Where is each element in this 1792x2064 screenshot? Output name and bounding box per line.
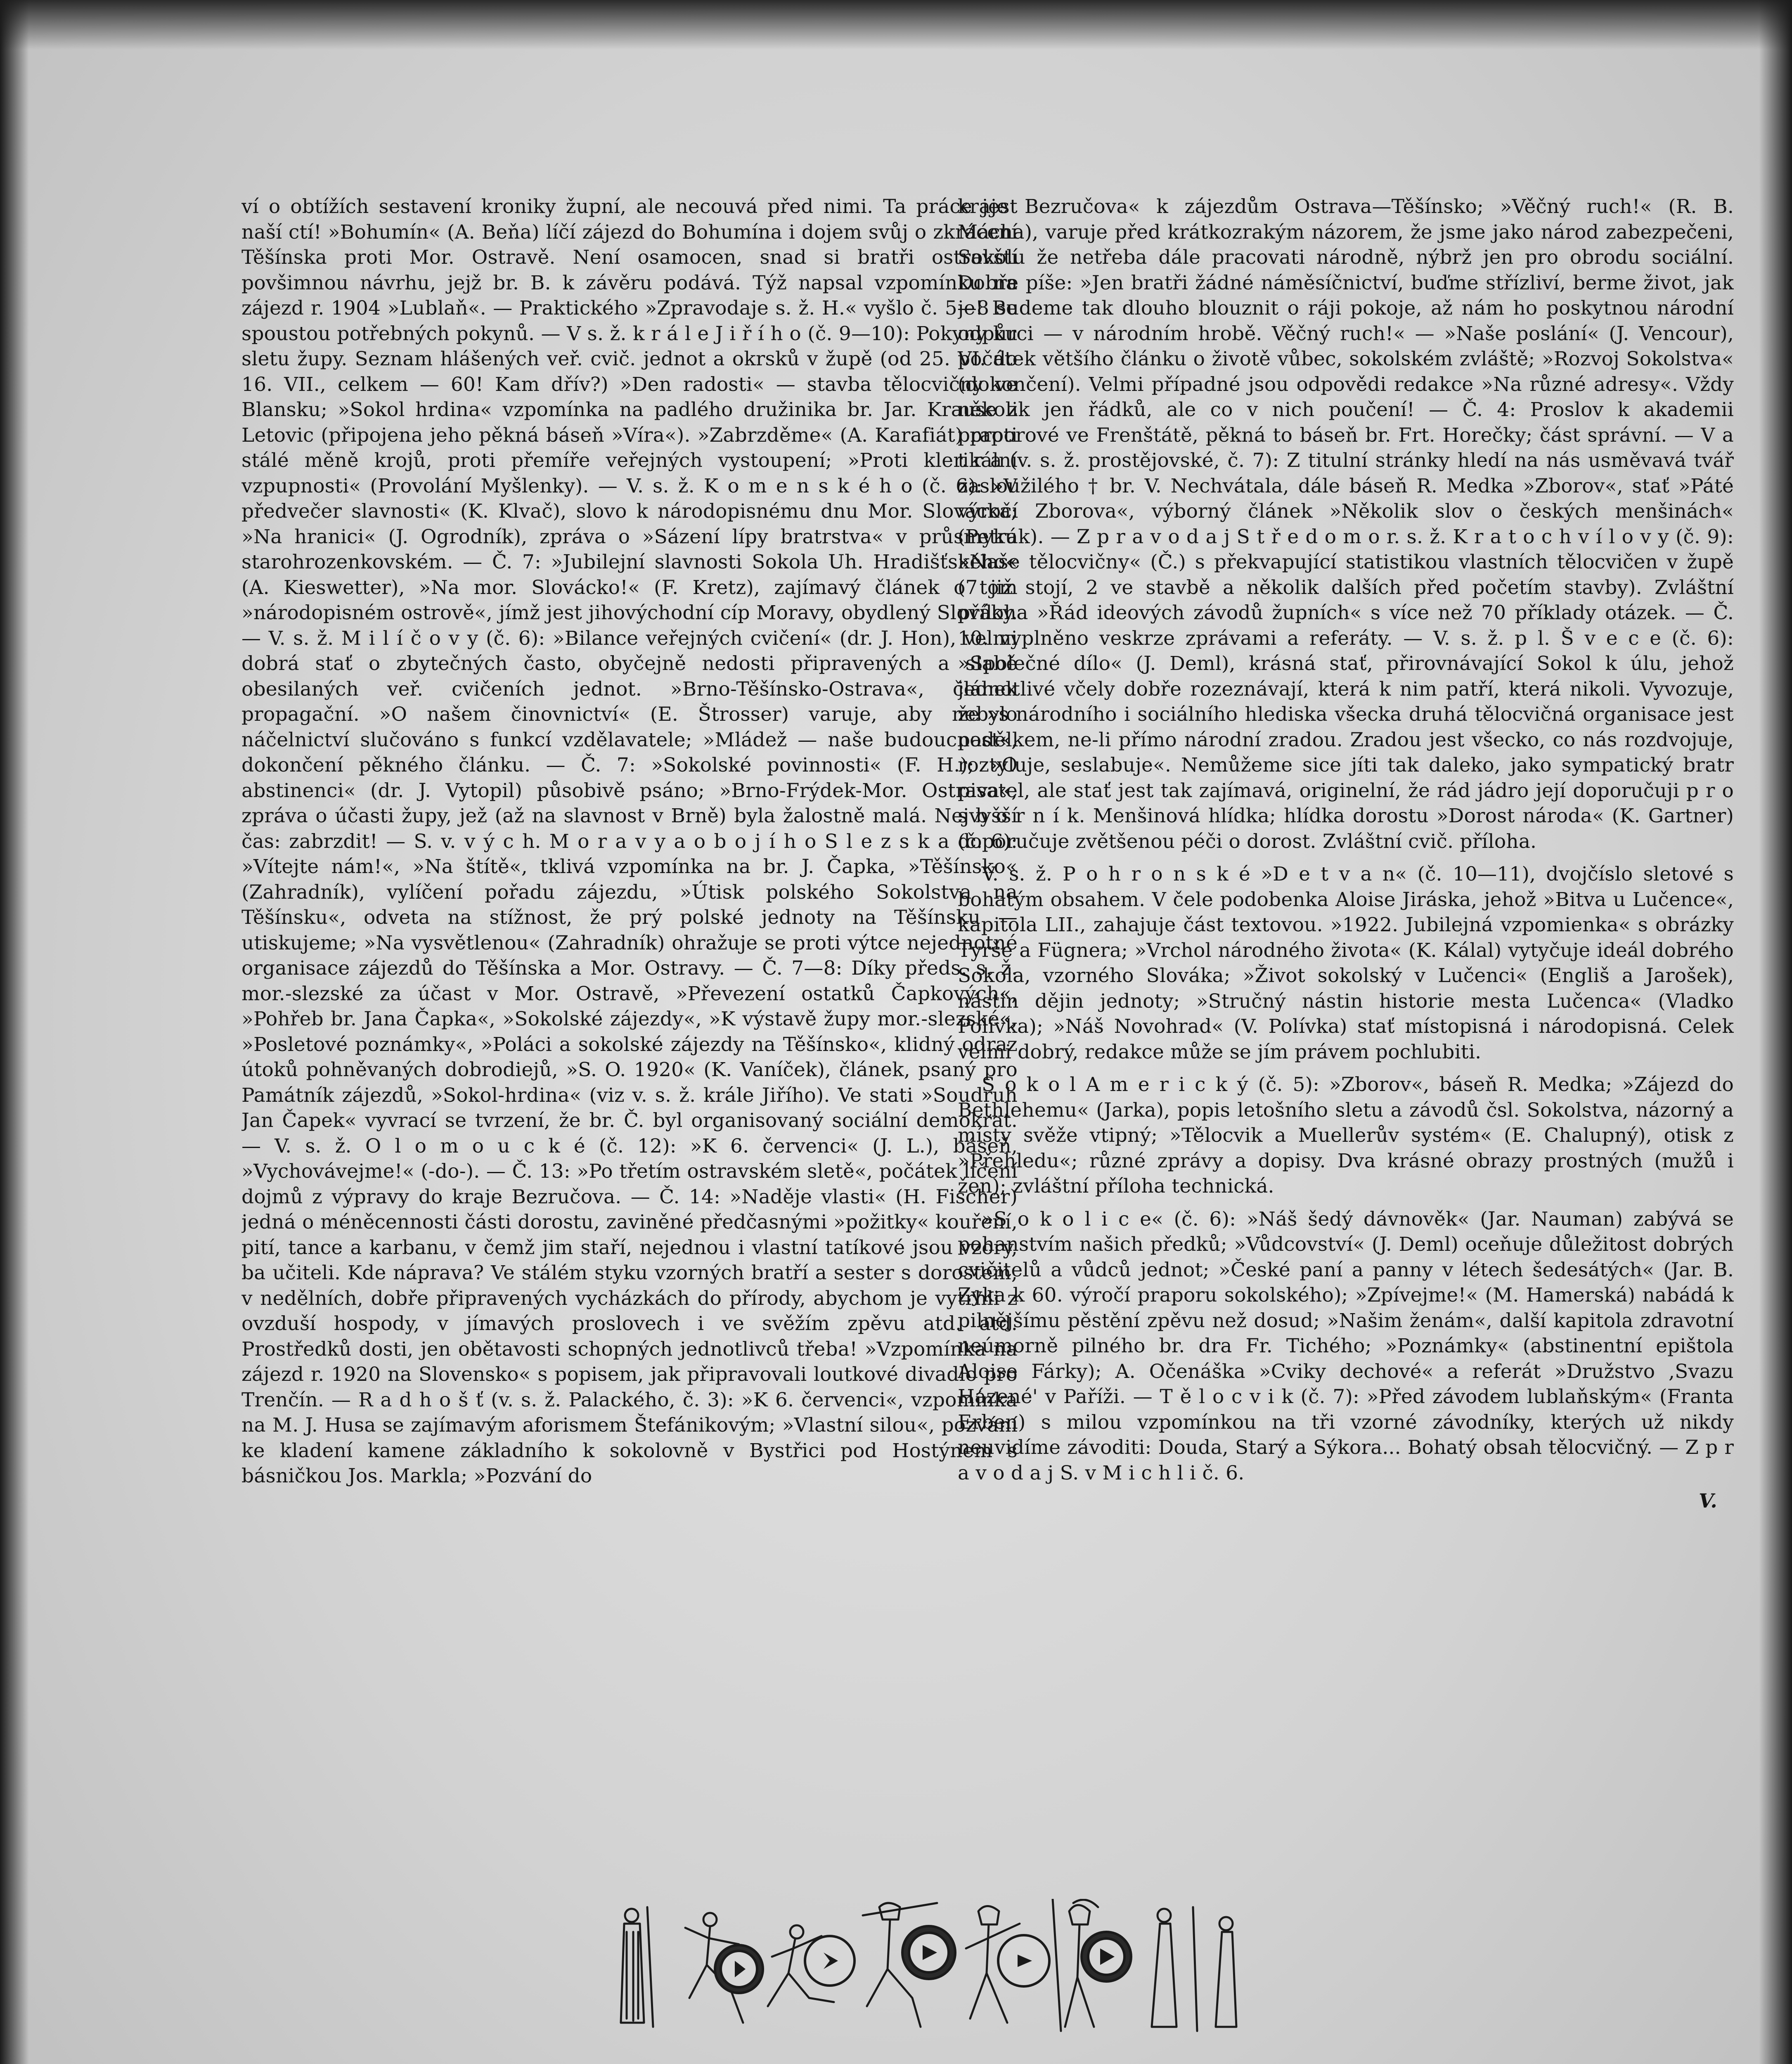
scan-edge-left — [0, 0, 29, 2064]
greek-warriors-vignette-icon — [615, 1899, 1276, 2035]
right-column-paragraph: »S o k o l i c e« (č. 6): »Náš šedý dávnověk« (Jar. Nauman) zabývá se pohanstvím našich předků; »Vůdcovství« (J. Deml) oceňuje důležitost dobrých cvičitelů a vůdců jednot; »České paní a panny v létech šedesátých« (Jar. B. Zyka k 60. výročí praporu sokolského); »Zpívejme!« (M. Hamerská) nabádá k pilnějšímu pěstění zpěvu než dosud; »Našim ženám«, další kapitola zdravotní neúmorně pilného br. dra Fr. Tichého; »Poznámky« (abstinentní epištola Aloise Fárky); A. Očenáška »Cviky dechové« a referát »Družstvo ,Svazu Házené' v Paříži. — T ě l o c v i k (č. 7): »Před závodem lublaňským« (Franta Erben) s milou vzpomínkou na tři vzorné závodníky, kterých už nikdy neuvidíme závoditi: Douda, Starý a Sýkora... Bohatý obsah tělocvičný. — Z p r a v o d a j S. v M i c h l i č. 6. — [958, 1207, 1734, 1484]
right-column-paragraph: V. s. ž. P o h r o n s k é »D e t v a n« (č. 10—11), dvojčíslo sletové s bohatým obsahem. V čele podobenka Aloise Jiráska, jehož »Bitva u Lučence«, kapitola LII., zahajuje část textovou. »1922. Jubilejná vzpomienka« s obrázky Tyrše a Fügnera; »Vrchol národného života« (K. Kálal) vytyčuje ideál dobrého Sokola, vzorného Slováka; »Život sokolský v Lučenci« (Engliš a Jarošek), nástin dějin jednoty; »Stručný nástin historie mesta Lučenca« (Vladko Polívka); »Náš Novohrad« (V. Polívka) stať místopisná i národopisná. Celek velmi dobrý, redakce může se jím právem pochlubiti. — [958, 863, 1734, 1063]
scan-edge-top — [0, 0, 1792, 50]
right-column — [958, 194, 1734, 1804]
right-column-paragraph: kraje Bezručova« k zájezdům Ostrava—Těšínsko; »Věčný ruch!« (R. B. Mácha), varuje před krátkozrakým názorem, že jsme jako národ zabezpečeni, Sokolu že netřeba dále pracovati národně, nýbrž jen pro obrodu sociální. Dobře píše: »Jen bratři žádné náměsíčnictví, buďme střízliví, berme život, jak je! Budeme tak dlouho blouznit o ráji pokoje, až nám ho poskytnou národní odpůrci — v národním hrobě. Věčný ruch!« — »Naše poslání« (J. Vencour), počátek většího článku o životě vůbec, sokolském zvláště; »Rozvoj Sokolstva« (dokončení). Velmi případné jsou odpovědi redakce »Na různé adresy«. Vždy několik jen řádků, ale co v nich poučení! — Č. 4: Proslov k akademii praporové ve Frenštátě, pěkná to báseň br. Frt. Horečky; část správní. — V a t r a (v. s. ž. prostějovské, č. 7): Z titulní stránky hledí na nás usměvavá tvář zasloužilého † br. V. Nechvátala, dále báseň R. Medka »Zborov«, stať »Páté výročí Zborova«, výborný článek »Několik slov o českých menšinách« (Petrák). — Z p r a v o d a j S t ř e d o m o r. s. ž. K r a t o c h v í l o v y (č. 9): »Naše tělocvičny« (Č.) s překvapující statistikou vlastních tělocvičen v župě (7 již stojí, 2 ve stavbě a několik dalších před početím stavby). Zvláštní příloha »Řád ideových závodů župních« s více než 70 příklady otázek. — Č. 10. vyplněno veskrze zprávami a referáty. — V. s. ž. p l. Š v e c e (č. 6): »Společné dílo« (J. Deml), krásná stať, přirovnávající Sokol k úlu, jehož jednotlivé včely dobře rozeznávají, která k nim patří, která nikoli. Vyvozuje, že »s národního i sociálního hlediska všecka druhá tělocvičná organisace jest padělkem, ne-li přímo národní zradou. Zradou jest všecko, co nás rozdvojuje, roztyluje, seslabuje«. Nemůžeme sice jíti tak daleko, jako sympatický bratr pisatel, ale stať jest tak zajímavá, originelní, že rád jádro její doporučuji p r o s b o r n í k. Menšinová hlídka; hlídka dorostu »Dorost národa« (K. Gartner) doporučuje zvětšenou péči o dorost. Zvláštní cvič. příloha. — [958, 195, 1734, 853]
article-signature: V. — [1698, 1490, 1717, 1512]
left-column — [241, 194, 1018, 1804]
scan-edge-right — [1759, 0, 1792, 2064]
right-column-paragraph: S o k o l A m e r i c k ý (č. 5): »Zborov«, báseň R. Medka; »Zájezd do Bethlehemu« (Jarka), popis letošního sletu a závodů čsl. Sokolstva, názorný a místy svěže vtipný; »Tělocvik a Muellerův systém« (E. Chalupný), otisk z »Přehledu«; různé zprávy a dopisy. Dva krásné obrazy prostných (mužů i žen); zvláštní příloha technická. — [958, 1073, 1734, 1198]
left-column-paragraph: ví o obtížích sestavení kroniky župní, ale necouvá před nimi. Ta práce jest naší ctí! »Bohumín« (A. Beňa) líčí zájezd do Bohumína i dojem svůj o zkrácení Těšínska proti Mor. Ostravě. Není osamocen, snad si bratři ostravští povšimnou návrhu, jejž br. B. k závěru podává. Týž napsal vzpomínku na zájezd r. 1904 »Lublaň«. — Praktického »Zpravodaje s. ž. H.« vyšlo č. 5—8 se spoustou potřebných pokynů. — V s. ž. k r á l e J i ř í h o (č. 9—10): Pokyny ku sletu župy. Seznam hlášených veř. cvič. jednot a okrsků v župě (od 25. VI. do 16. VII., celkem — 60! Kam dřív?) »Den radosti« — stavba tělocvičny ve Blansku; »Sokol hrdina« vzpomínka na padlého družinika br. Jar. Krause z Letovic (připojena jeho pěkná báseň »Víra«). »Zabrzděme« (A. Karafiát) proti stálé měně krojů, proti přemíře veřejných vystoupení; »Proti klerikální vzpupnosti« (Provolání Myšlenky). — V. s. ž. K o m e n s k é h o (č. 6): »V předvečer slavnosti« (K. Klvač), slovo k národopisnému dnu Mor. Slovácka; »Na hranici« (J. Ogrodník), zpráva o »Sázení lípy bratrstva« v průsmyku starohrozenkovském. — Č. 7: »Jubilejní slavnosti Sokola Uh. Hradišťského« (A. Kieswetter), »Na mor. Slovácko!« (F. Kretz), zajímavý článek o tom »národopisném ostrově«, jímž jest jihovýchodní cíp Moravy, obydlený Slováky. — V. s. ž. M i l í č o v y (č. 6): »Bilance veřejných cvičení« (dr. J. Hon), velmi dobrá stať o zbytečných často, obyčejně nedosti připravených a slabě obesilaných veř. cvičeních jednot. »Brno-Těšínsko-Ostrava«, článek propagační. »O našem činovnictví« (E. Štrosser) varuje, aby nebylo náčelnictví slučováno s funkcí vzdělavatele; »Mládež — naše budoucnost«, dokončení pěkného článku. — Č. 7: »Sokolské povinnosti« (F. H.); »O abstinenci« (dr. J. Vytopil) působivě psáno; »Brno-Frýdek-Mor. Ostrava«, zpráva o účasti župy, jež (až na slavnost v Brně) byla žalostně malá. Nejvyšší čas: zabrzdit! — S. v. v ý c h. M o r a v y a o b o j í h o S l e z s k a (č. 6): »Vítejte nám!«, »Na štítě«, tklivá vzpomínka na br. J. Čapka, »Těšínsko« (Zahradník), vylíčení pořadu zájezdu, »Útisk polského Sokolstva na Těšínsku«, odveta na stížnost, že prý polské jednoty na Těšínsku — utiskujeme; »Na vysvětlenou« (Zahradník) ohražuje se proti výtce nejednotné organisace zájezdů do Těšínska a Mor. Ostravy. — Č. 7—8: Díky předs. s. ž. mor.-slezské za účast v Mor. Ostravě, »Převezení ostatků Čapkových«, »Pohřeb br. Jana Čapka«, »Sokolské zájezdy«, »K výstavě župy mor.-slezské«, »Posletové poznámky«, »Poláci a sokolské zájezdy na Těšínsko«, klidný odraz útoků pohněvaných dobrodiejů, »S. O. 1920« (K. Vaníček), článek, psaný pro Památník zájezdů, »Sokol-hrdina« (viz v. s. ž. krále Jiřího). Ve stati »Soudruh Jan Čapek« vyvrací se tvrzení, že br. Č. byl organisovaný sociální demokrat. — V. s. ž. O l o m o u c k é (č. 12): »K 6. červenci« (J. L.), báseň, »Vychovávejme!« (-do-). — Č. 13: »Po třetím ostravském sletě«, počátek líčení dojmů z výpravy do kraje Bezručova. — Č. 14: »Naděje vlasti« (H. Fischer) jedná o méněcennosti části dorostu, zaviněné předčasnými »požitky« kouření, pití, tance a karbanu, v čemž jim staří, nejednou i vlastní tatíkové jsou vzory, ba učiteli. Kde náprava? Ve stálém styku vzorných bratří a sester s dorostem, v nedělních, dobře připravených vycházkách do přírody, abychom je vytrhli z ovzduší hospody, v jímavých proslovech i ve svěžím zpěvu atd. atd. Prostředků dosti, jen obětavosti schopných jednotlivců třeba! »Vzpomínka na zájezd r. 1920 na Slovensko« s popisem, jak připravovali loutkové divadlo pro Trenčín. — R a d h o š ť (v. s. ž. Palackého, č. 3): »K 6. červenci«, vzpomínka na M. J. Husa se zajímavým aforismem Štefánikovým; »Vlastní silou«, pozvání ke kladení kamene základního k sokolovně v Bystřici pod Hostýnem s básničkou Jos. Markla; »Pozvání do — [241, 195, 1018, 1487]
